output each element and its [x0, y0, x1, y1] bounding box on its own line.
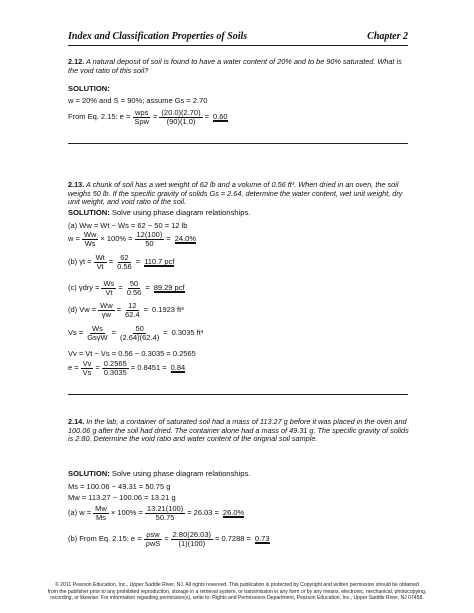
- eq-void-volume: [68, 350, 196, 359]
- solution-label: SOLUTION:: [68, 84, 110, 93]
- solution-label: SOLUTION:: [68, 469, 110, 478]
- problem-number: 2.12.: [68, 57, 85, 66]
- final-answer: 24.0%: [174, 233, 197, 243]
- fraction: [102, 360, 129, 377]
- problem-text: In the lab, a container of saturated soil had a mass of 113.27 g before it was placed in the oven and 100.06 g after the soil had dried. The container alone had a mass of 49.31 g. The specific gravity of solids is 2.80. Determine the void ratio and water content of the original soil sample.: [68, 417, 409, 444]
- eq-prefix: (c) γdry =: [68, 282, 100, 292]
- denominator: Vt: [96, 261, 104, 271]
- denominator: Vt: [105, 287, 113, 297]
- denominator: Ws: [84, 238, 96, 248]
- eq-text: Ms = 100.06 − 49.31 = 50.75 g: [68, 482, 171, 491]
- fraction: [118, 325, 161, 342]
- eq-water-mass: [68, 494, 176, 503]
- eq-text: (a) Ww = Wt − Ws = 62 − 50 = 12 lb: [68, 221, 188, 230]
- final-answer: 89.29 pcf: [153, 282, 185, 292]
- eq-operator: = 26.03 =: [187, 507, 219, 517]
- solution-text: Solve using phase diagram relationships.: [111, 208, 251, 217]
- fraction: [123, 302, 142, 319]
- page-header: [68, 31, 408, 43]
- eq-operator: = 0.8451 =: [130, 362, 167, 372]
- problem-number: 2.13.: [68, 180, 85, 189]
- fraction: [85, 325, 109, 342]
- problem-2-13: [68, 181, 413, 207]
- solution-label: SOLUTION:: [68, 208, 110, 217]
- result-value: 0.3035 ft³: [171, 327, 204, 337]
- fraction: [115, 254, 134, 271]
- equation-void-ratio: From Eq. 2.15: e = $\frac{\text{wρs}}{\text{Sρw}}$ = $\frac{(20.0)(2.70)}{(90)(1.0)}$ = 0.60: [68, 108, 228, 126]
- numerator: Wt: [95, 253, 105, 262]
- fraction: [144, 531, 163, 548]
- eq-b-void-ratio: (b) From Eq. 2.15: e = $\frac{\text{ρsw}}{\text{ρwS}}$ = $\frac{2.80(26.03)}{(1)(100)}$ = 0.7288 = 0.73: [68, 530, 270, 548]
- footer-line: recording, or likewise. For information regarding permission(s), write to: Rights and Permissions Department, Pearson Education, Inc., Upper Saddle River, NJ 07458.: [50, 595, 424, 602]
- eq-text: Mw = 113.27 − 100.06 = 13.21 g: [68, 493, 176, 502]
- denominator: 0.56: [117, 261, 132, 271]
- fraction: [145, 505, 185, 522]
- final-answer: 0.84: [170, 362, 186, 372]
- denominator: Ms: [95, 512, 106, 522]
- section-rule: [68, 143, 408, 144]
- denominator: (90)(1.0): [166, 116, 196, 126]
- problem-number: 2.14.: [68, 417, 85, 426]
- header-chapter: Chapter 2: [367, 31, 408, 42]
- eq-prefix: From Eq. 2.15: e =: [68, 111, 131, 121]
- eq-prefix: (a) w =: [68, 507, 92, 517]
- final-answer: 26.0%: [222, 507, 245, 517]
- given-values: [68, 97, 207, 106]
- numerator: Ww: [83, 230, 97, 239]
- denominator: 0.3035: [103, 367, 127, 377]
- denominator: Sρw: [134, 116, 150, 126]
- denominator: ρwS: [145, 538, 161, 548]
- eq-prefix: (b) γt =: [68, 256, 92, 266]
- eq-prefix: (d) Vw =: [68, 304, 97, 314]
- fraction: [159, 109, 202, 126]
- final-answer: 0.73: [254, 533, 270, 543]
- eq-operator: × 100% =: [100, 233, 133, 243]
- numerator: 0.2565: [103, 359, 127, 368]
- fraction: [171, 531, 213, 548]
- numerator: 62: [120, 253, 129, 262]
- eq-a-water-content: [68, 505, 244, 522]
- denominator: 50.75: [155, 512, 175, 522]
- numerator: Ws: [103, 279, 115, 288]
- denominator: GsγW: [87, 332, 108, 342]
- eq-b-wet-unit-weight: (b) γt = $\frac{Wt}{Vt}$ = $\frac{62}{0.56}$ = 110.7 pcf: [68, 253, 175, 271]
- fraction: [82, 231, 99, 248]
- copyright-footer: [6, 582, 468, 602]
- eq-d-water-volume: (d) Vw = $\frac{Ww}{\gamma w}$ = $\frac{12}{62.4}$ = 0.1923 ft³: [68, 301, 184, 319]
- fraction: [98, 302, 115, 319]
- numerator: (20.0)(2.70): [161, 108, 201, 117]
- eq-prefix: e =: [68, 362, 79, 372]
- numerator: Mw: [95, 504, 107, 513]
- problem-text: A natural deposit of soil is found to have a water content of 20% and to be 90% saturated. What is the void ratio of this soil?: [68, 57, 402, 75]
- footer-line: from the publisher prior to any prohibited reproduction, storage in a retrieval system, or transmission in any form or by any means, electronic, mechanical, photocopying,: [47, 588, 427, 595]
- fraction: [93, 505, 109, 522]
- eq-operator: = 0.7288 =: [215, 533, 251, 543]
- problem-2-14: [68, 418, 413, 444]
- fraction: [125, 280, 144, 297]
- denominator: (2.64)(62.4): [120, 332, 160, 342]
- header-title: Index and Classification Properties of Soils: [68, 31, 248, 42]
- eq-operator: × 100% =: [110, 507, 143, 517]
- solution-text: Solve using phase diagram relationships.: [111, 469, 251, 478]
- fraction: [81, 360, 94, 377]
- final-answer: 0.60: [212, 111, 228, 121]
- denominator: Vs: [82, 367, 92, 377]
- numerator: 12: [128, 301, 137, 310]
- denominator: 62.4: [125, 309, 140, 319]
- denominator: 0.56: [126, 287, 142, 297]
- denominator: γw: [101, 309, 111, 319]
- problem-2-12: [68, 58, 413, 75]
- eq-text: Vv = Vt − Vs = 0.56 − 0.3035 = 0.2565: [68, 349, 196, 358]
- eq-prefix: w =: [68, 233, 80, 243]
- eq-void-ratio: e = $\frac{Vv}{Vs}$ = $\frac{0.2565}{0.3035}$ = 0.8451 = 0.84: [68, 359, 186, 377]
- denominator: 50: [145, 238, 154, 248]
- section-rule: [68, 394, 408, 395]
- eq-a-water-content: w = $\frac{Ww}{Ws}$ × 100% = $\frac{12(100)}{50}$ = 24.0%: [68, 230, 197, 248]
- solution-line: [68, 470, 250, 479]
- fraction: [101, 280, 116, 297]
- denominator: (1)(100): [178, 538, 206, 548]
- numerator: 50: [129, 279, 139, 288]
- numerator: 12(100): [136, 230, 163, 239]
- final-answer: 110.7 pcf: [144, 256, 175, 266]
- solution-line: [68, 209, 250, 218]
- numerator: 13.21(100): [146, 504, 184, 513]
- given-text: w = 20% and S = 90%; assume Gs = 2.70: [68, 96, 208, 105]
- numerator: 50: [135, 324, 144, 333]
- fraction: [94, 254, 107, 271]
- footer-line: © 2011 Pearson Education, Inc., Upper Saddle River, NJ. All rights reserved. This publication is protected by Copyright and written permission should be obtained: [55, 582, 419, 588]
- eq-solids-volume: Vs = $\frac{Ws}{\text{GsγW}}$ = $\frac{50}{(2.64)(62.4)}$ = 0.3035 ft³: [68, 324, 204, 342]
- fraction: [135, 231, 165, 248]
- numerator: wρs: [134, 108, 149, 117]
- result-value: 0.1923 ft³: [152, 304, 184, 314]
- numerator: Ws: [92, 324, 103, 333]
- numerator: Ww: [100, 301, 113, 310]
- numerator: ρsw: [146, 530, 160, 539]
- problem-text: A chunk of soil has a wet weight of 62 lb and a volume of 0.56 ft³. When dried in an oven, the soil weighs 50 lb. If the specific gravity of solids Gs = 2.64, determine the water content, wet unit weight, dry unit weight, and void ratio of the soil.: [68, 180, 403, 207]
- fraction: [132, 109, 151, 126]
- eq-prefix: (b) From Eq. 2.15: e =: [68, 533, 142, 543]
- numerator: 2.80(26.03): [172, 530, 212, 539]
- eq-solids-mass: [68, 483, 170, 492]
- eq-prefix: Vs =: [68, 327, 84, 337]
- header-rule: [68, 45, 408, 46]
- eq-c-dry-unit-weight: (c) γdry = $\frac{Ws}{Vt}$ = $\frac{50}{0.56}$ = 89.29 pcf: [68, 279, 185, 297]
- numerator: Vv: [82, 359, 92, 368]
